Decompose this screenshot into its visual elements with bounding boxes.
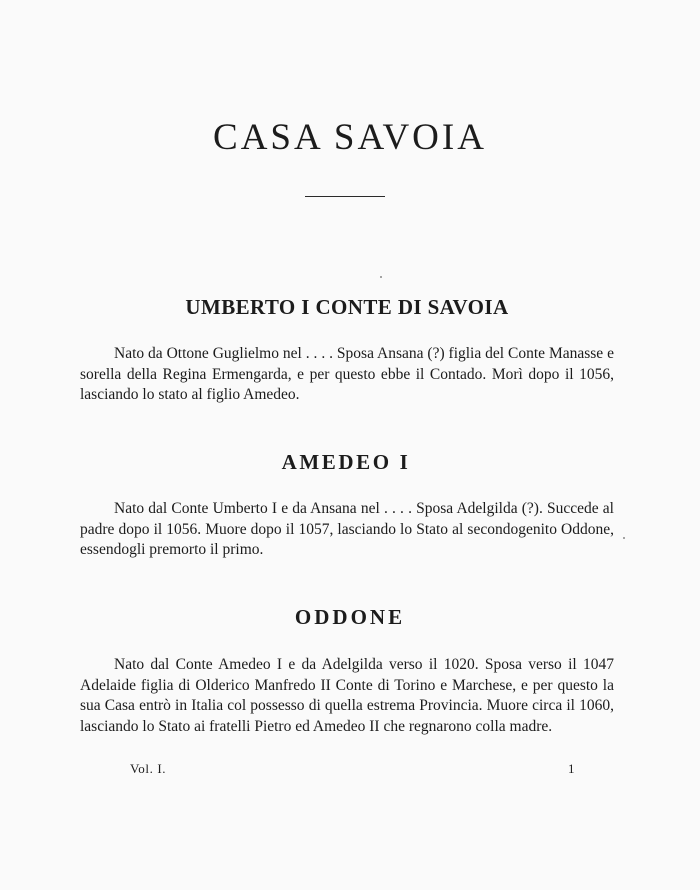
section-heading-amedeo: AMEDEO I (281, 450, 411, 474)
section-text-amedeo: Nato dal Conte Umberto I e da Ansana nel . . . . Sposa Adelgilda (?). Succede al padre dopo il 1056. Muore dopo il 1057, lasciando lo Stato al secondogenito Oddone, essendogli premorto il primo. (80, 500, 614, 558)
footer-volume: Vol. I. (130, 761, 167, 776)
section-text-oddone: Nato dal Conte Amedeo I e da Adelgilda verso il 1020. Sposa verso il 1047 Adelaide figlia di Olderico Manfredo II Conte di Torino e Marchese, e per questo la sua Casa entrò in Italia col possesso di quella estrema Provincia. Muore circa il 1060, lasciando lo Stato ai fratelli Pietro ed Amedeo II che regnarono colla madre. (80, 656, 614, 735)
section-heading-oddone: ODDONE (294, 605, 406, 629)
section-heading-umberto: UMBERTO I CONTE DI SAVOIA (185, 295, 509, 319)
paper-speck (623, 537, 625, 539)
paper-speck (380, 276, 382, 278)
section-text-umberto: Nato da Ottone Guglielmo nel . . . . Sposa Ansana (?) figlia del Conte Manasse e sorella della Regina Ermengarda, e per questo ebbe il Contado. Morì dopo il 1056, lasciando lo stato al figlio Amedeo. (80, 345, 614, 403)
title-divider (305, 196, 385, 197)
page-title: CASA SAVOIA (213, 117, 487, 158)
page-number: 1 (568, 761, 575, 776)
